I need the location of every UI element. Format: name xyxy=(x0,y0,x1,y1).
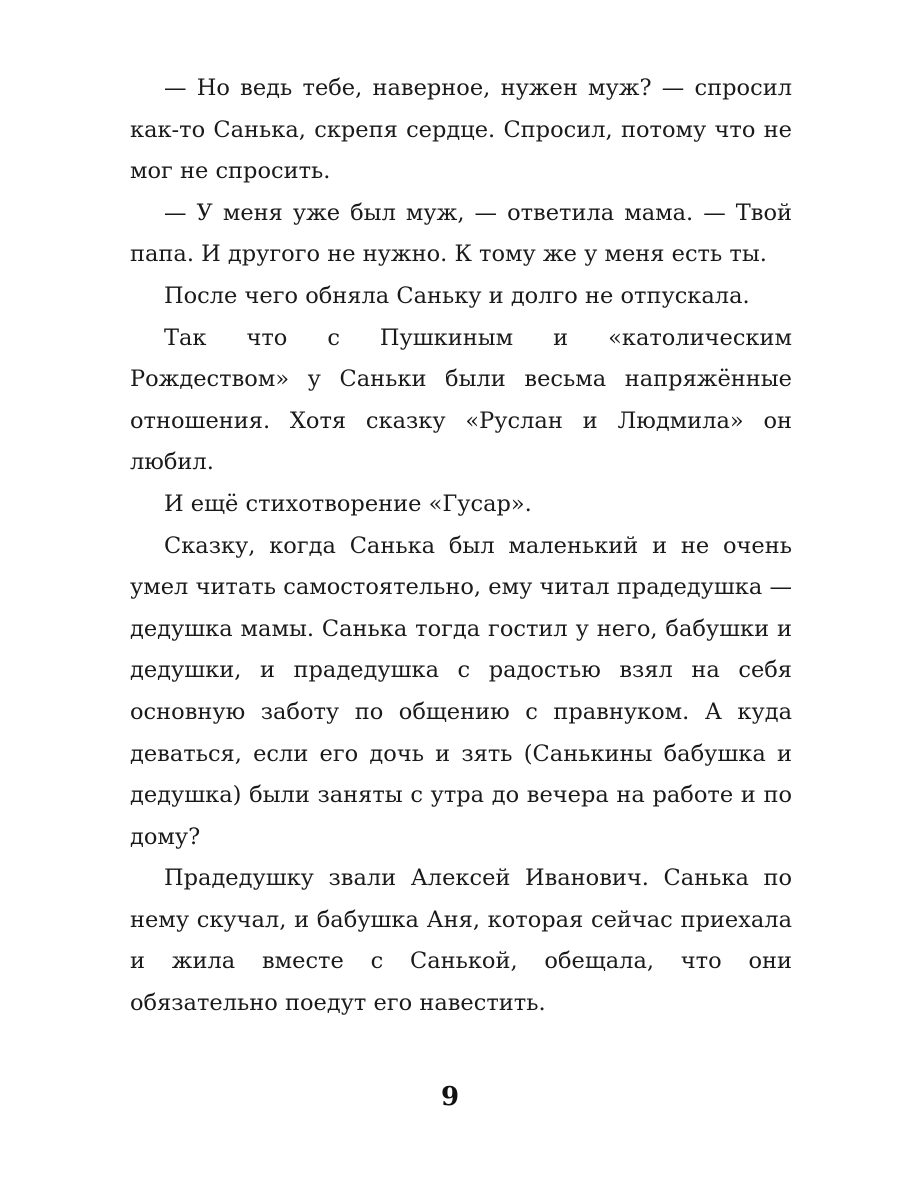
paragraph-1: — Но ведь тебе, наверное, нужен муж? — спросил как-то Санька, скрепя сердце. Спросил, потому что не мог не спросить. xyxy=(130,75,792,185)
paragraph-4: Так что с Пушкиным и «католическим Рождеством» у Саньки были весьма напряжённые отношения. Хотя сказку «Руслан и Людмила» он любил. xyxy=(130,324,792,476)
paragraph-3: После чего обняла Саньку и долго не отпускала. xyxy=(164,282,750,309)
paragraph-2: — У меня уже был муж, — ответила мама. — Твой папа. И другого не нужно. К тому же у меня есть ты. xyxy=(130,199,792,268)
page-number: 9 xyxy=(440,1082,460,1112)
paragraph-5: И ещё стихотворение «Гусар». xyxy=(164,490,532,517)
page-body xyxy=(130,68,792,1025)
paragraph-6: Сказку, когда Санька был маленький и не очень умел читать самостоятельно, ему читал прадедушка — дедушка мамы. Санька тогда гостил у него, бабушки и дедушки, и прадедушка с радостью взял на себя основную заботу по общению с правнуком. А куда деваться, если его дочь и зять (Санькины бабушка и дедушка) были заняты с утра до вечера на работе и по дому? xyxy=(130,532,792,850)
paragraph-7: Прадедушку звали Алексей Иванович. Санька по нему скучал, и бабушка Аня, которая сейчас приехала и жила вместе с Санькой, обещала, что они обязательно поедут его навестить. xyxy=(130,865,792,1017)
